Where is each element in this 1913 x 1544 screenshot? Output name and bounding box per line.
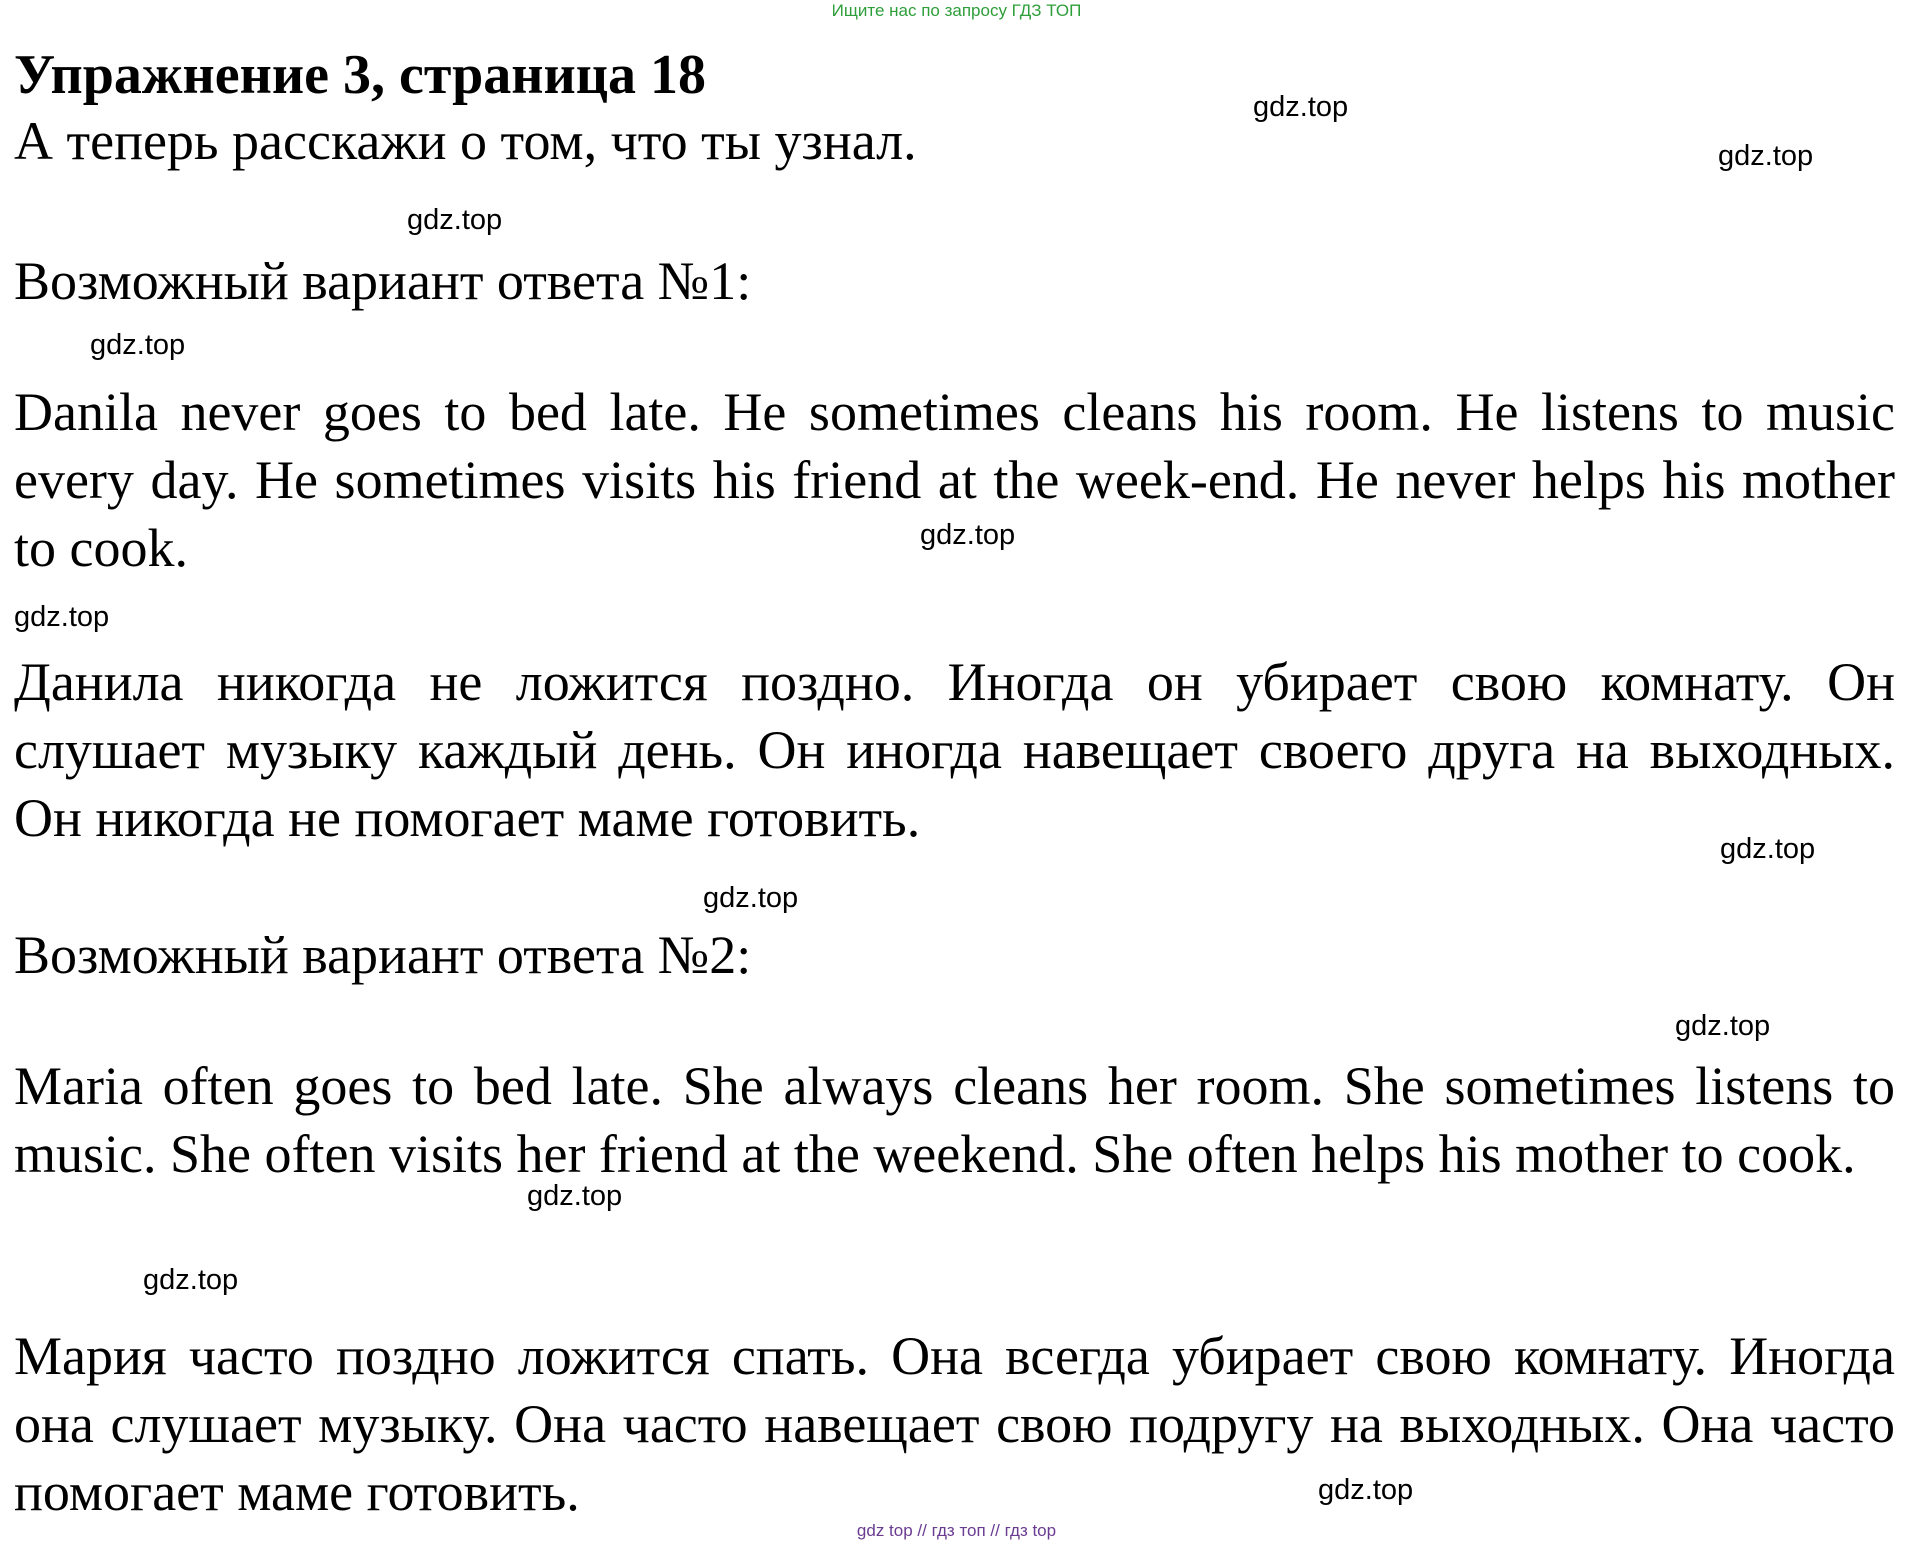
- watermark: gdz.top: [1718, 140, 1814, 172]
- watermark: gdz.top: [920, 519, 1016, 551]
- watermark: gdz.top: [14, 601, 110, 633]
- watermark: gdz.top: [703, 882, 799, 914]
- watermark: gdz.top: [90, 329, 186, 361]
- watermark: gdz.top: [143, 1264, 239, 1296]
- watermark: gdz.top: [527, 1180, 623, 1212]
- variant-1-heading: Возможный вариант ответа №1:: [14, 251, 752, 311]
- variant-2-heading: Возможный вариант ответа №2:: [14, 925, 752, 985]
- variant-1-english-text: Danila never goes to bed late. He sometimes cleans his room. He listens to music every day. He sometimes visits his friend at the week-end. He never helps his mother to cook.: [14, 382, 1895, 578]
- page-title: Упражнение 3, страница 18: [14, 44, 707, 106]
- top-banner: Ищите нас по запросу ГДЗ ТОП: [831, 1, 1082, 20]
- watermark: gdz.top: [1253, 91, 1349, 123]
- footer-watermark: gdz top // гдз топ // гдз top: [856, 1521, 1057, 1540]
- variant-1-russian-text: Данила никогда не ложится поздно. Иногда он убирает свою комнату. Он слушает музыку каждый день. Он иногда навещает своего друга на выходных. Он никогда не помогает маме готовить.: [14, 652, 1895, 848]
- variant-2-english-text: Maria often goes to bed late. She always cleans her room. She sometimes listens to music. She often visits her friend at the weekend. She often helps his mother to cook.: [14, 1056, 1895, 1184]
- watermark: gdz.top: [1318, 1474, 1414, 1506]
- variant-2-russian-text: Мария часто поздно ложится спать. Она всегда убирает свою комнату. Иногда она слушает музыку. Она часто навещает свою подругу на выходных. Она часто помогает маме готовить.: [14, 1326, 1895, 1522]
- task-instruction: А теперь расскажи о том, что ты узнал.: [14, 111, 917, 171]
- watermark: gdz.top: [1720, 833, 1816, 865]
- watermark: gdz.top: [407, 204, 503, 236]
- watermark: gdz.top: [1675, 1010, 1771, 1042]
